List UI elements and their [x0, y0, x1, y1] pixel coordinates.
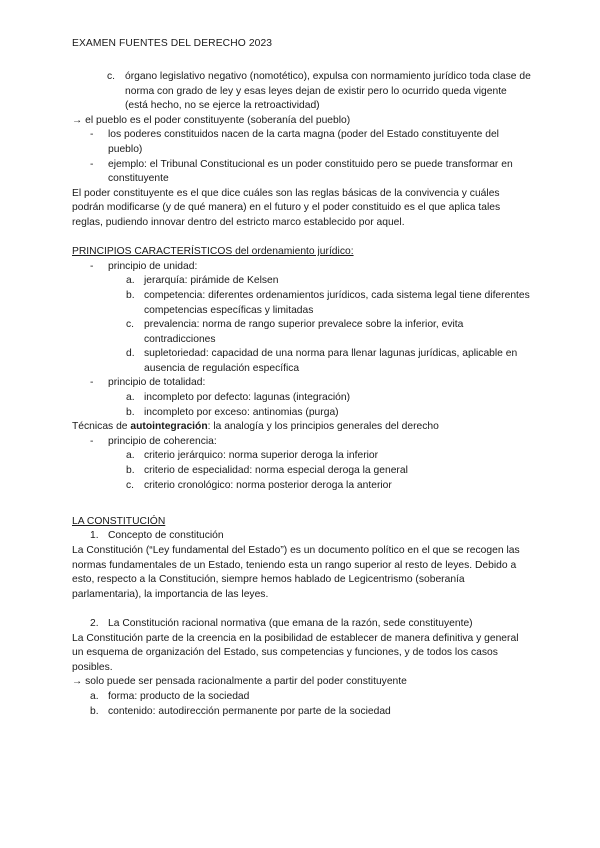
- list-item-text: incompleto por exceso: antinomias (purga): [144, 406, 339, 418]
- list-marker: -: [90, 260, 94, 272]
- section-heading: [72, 245, 532, 260]
- list-item: [72, 406, 532, 421]
- list-item-text: forma: producto de la sociedad: [108, 690, 250, 702]
- list-marker: c.: [107, 71, 116, 82]
- list-item-text: prevalencia: norma de rango superior prevalece sobre la inferior, evita contradicciones: [144, 319, 464, 345]
- paragraph: La Constitución parte de la creencia en la posibilidad de establecer de manera definitiva y general un esquema de organización del Estado, sus competencias y funciones, y de todos los casos posibles.: [72, 632, 519, 673]
- list-marker: b.: [126, 406, 135, 418]
- list-item-text: principio de unidad:: [108, 260, 198, 272]
- list-marker: a.: [126, 392, 135, 404]
- list-item: [72, 347, 532, 376]
- list-item-text: incompleto por defecto: lagunas (integración): [144, 392, 351, 404]
- list-marker: b.: [126, 289, 135, 301]
- list-marker: b.: [126, 465, 135, 477]
- numbered-item: [72, 617, 532, 632]
- arrow-line: → el pueblo es el poder constituyente (soberanía del pueblo): [72, 114, 351, 126]
- list-marker: a.: [126, 275, 135, 287]
- section-heading: LA CONSTITUCIÓN: [72, 515, 166, 527]
- list-item: [72, 376, 532, 391]
- list-marker: b.: [90, 705, 99, 717]
- list-marker: c.: [126, 479, 135, 491]
- list-marker: a.: [90, 690, 99, 702]
- list-marker: -: [90, 377, 94, 389]
- list-marker: 2.: [90, 617, 99, 629]
- document-header: EXAMEN FUENTES DEL DERECHO 2023: [72, 38, 273, 49]
- list-item: [72, 289, 532, 318]
- list-item-text: principio de totalidad:: [108, 377, 206, 389]
- list-item-text: contenido: autodirección permanente por parte de la sociedad: [108, 705, 391, 717]
- list-item-text: los poderes constituidos nacen de la carta magna (poder del Estado constituyente del pueblo): [108, 129, 499, 155]
- heading-rest: del ordenamiento jurídico:: [232, 246, 354, 258]
- list-item-text: criterio cronológico: norma posterior deroga la anterior: [144, 479, 392, 491]
- list-item: [72, 705, 532, 720]
- list-marker: -: [90, 435, 94, 447]
- list-item: [72, 690, 532, 705]
- list-item: [72, 274, 532, 289]
- numbered-item-title: Concepto de constitución: [108, 530, 224, 542]
- list-item: [72, 435, 532, 450]
- list-marker: d.: [126, 348, 135, 360]
- list-item: [72, 128, 532, 157]
- tecnicas-suffix: : la analogía y los principios generales del derecho: [207, 421, 439, 433]
- list-item: [72, 318, 532, 347]
- list-item-text: órgano legislativo negativo (nomotético), expulsa con normamiento jurídico toda clase de norma con grado de ley y esas leyes dejan de existir pero lo ocurrido queda vigente (está hecho, no se ejerce la retroactividad): [125, 71, 531, 112]
- list-item-text: jerarquía: pirámide de Kelsen: [144, 275, 279, 287]
- list-item: [72, 158, 532, 187]
- list-item-text: supletoriedad: capacidad de una norma para llenar lagunas jurídicas, aplicable en ausencia de regulación específica: [144, 348, 518, 374]
- paragraph: La Constitución (“Ley fundamental del Estado”) es un documento político en el que se recogen las normas fundamentales de un Estado, teniendo esta un rango superior al resto de leyes. Debido a esto, respecto a la Constitución, siempre hemos hablado de Legicentrismo (soberanía parlamentaria), la importancia de las leyes.: [72, 545, 520, 600]
- tecnicas-line: [72, 420, 532, 435]
- list-marker: c.: [126, 319, 135, 331]
- tecnicas-prefix: Técnicas de: [72, 421, 131, 433]
- arrow-line: → solo puede ser pensada racionalmente a partir del poder constituyente: [72, 676, 407, 688]
- list-marker: -: [90, 158, 94, 170]
- list-item: [72, 464, 532, 479]
- list-item: [72, 391, 532, 406]
- list-item: [72, 479, 532, 494]
- list-item: [72, 449, 532, 464]
- list-item: [72, 70, 532, 114]
- numbered-item: [72, 529, 532, 544]
- list-item-text: criterio de especialidad: norma especial deroga la general: [144, 465, 408, 477]
- list-item-text: principio de coherencia:: [108, 435, 217, 447]
- heading-underlined: PRINCIPIOS CARACTERÍSTICOS: [72, 246, 233, 258]
- list-item-text: criterio jerárquico: norma superior deroga la inferior: [144, 450, 379, 462]
- list-item-text: ejemplo: el Tribunal Constitucional es un poder constituido pero se puede transformar en constituyente: [108, 158, 513, 185]
- list-item-text: competencia: diferentes ordenamientos jurídicos, cada sistema legal tiene diferentes competencias específicas y limitadas: [144, 289, 530, 316]
- list-marker: 1.: [90, 530, 99, 542]
- numbered-item-title: La Constitución racional normativa (que emana de la razón, sede constituyente): [108, 617, 473, 629]
- list-marker: -: [90, 129, 94, 141]
- paragraph: El poder constituyente es el que dice cuáles son las reglas básicas de la convivencia y cuáles podrán modificarse (y de qué manera) en el futuro y el poder constituido es el que aplica tales reglas, pudiendo innovar dentro del estricto marco establecido por aquel.: [72, 187, 501, 228]
- tecnicas-bold: autointegración: [130, 421, 208, 433]
- list-marker: a.: [126, 450, 135, 462]
- list-item: [72, 260, 532, 275]
- document-body: [72, 70, 532, 719]
